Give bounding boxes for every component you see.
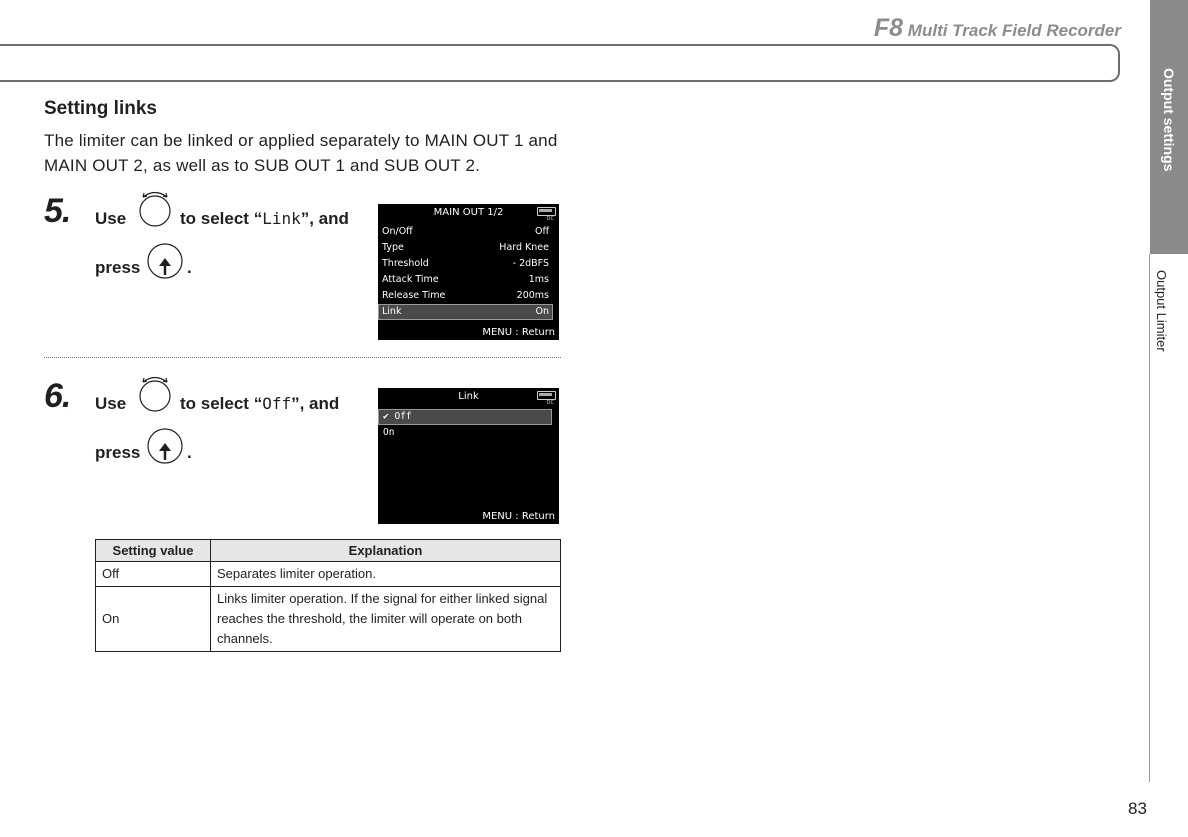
lcd-title: MAIN OUT 1/2 xyxy=(433,207,504,218)
side-tab-output-settings[interactable] xyxy=(1150,0,1188,254)
table-cell: Off xyxy=(96,562,211,587)
step-select-text xyxy=(180,209,349,229)
lcd-row-label: Release Time xyxy=(382,290,446,301)
step-select-text xyxy=(180,394,339,414)
table-cell: Separates limiter operation. xyxy=(211,562,561,587)
lcd-row-selected xyxy=(379,305,552,319)
lcd-row xyxy=(379,241,552,255)
step-press-label: press xyxy=(95,443,141,462)
lcd-footer: MENU : Return xyxy=(482,327,555,338)
lcd-screen-link xyxy=(378,388,559,524)
table-header-row xyxy=(96,540,561,562)
step-number: 6. xyxy=(44,377,71,415)
step-period: . xyxy=(187,258,192,277)
lcd-row-label: Threshold xyxy=(382,258,429,269)
dc-indicator: DC xyxy=(546,216,554,222)
select-value: Link xyxy=(262,209,301,228)
table-row xyxy=(96,562,561,587)
intro-paragraph: The limiter can be linked or applied separately to MAIN OUT 1 and MAIN OUT 2, as well as to SUB OUT 1 and SUB OUT 2. xyxy=(44,131,558,175)
lcd-footer: MENU : Return xyxy=(482,511,555,522)
side-tab-label: Output settings xyxy=(1161,68,1177,172)
battery-icon xyxy=(537,391,556,400)
lcd-row-value: Hard Knee xyxy=(499,242,549,253)
battery-icon xyxy=(537,207,556,216)
product-model: F8 xyxy=(873,14,904,42)
select-prefix: to select “ xyxy=(180,209,263,228)
step-divider xyxy=(44,357,561,358)
lcd-row-label: On/Off xyxy=(382,226,413,237)
lcd-list-item xyxy=(379,426,551,440)
lcd-row xyxy=(379,273,552,287)
side-tab-output-limiter[interactable]: Output Limiter xyxy=(1154,270,1169,352)
table-cell: On xyxy=(96,587,211,652)
lcd-row xyxy=(379,257,552,271)
dial-press-icon xyxy=(145,426,187,468)
lcd-row-value: Off xyxy=(534,226,549,237)
table-header-cell: Explanation xyxy=(211,540,561,562)
lcd-row-value: On xyxy=(535,306,549,317)
product-subtitle: Multi Track Field Recorder xyxy=(903,21,1121,40)
dial-press-icon xyxy=(145,241,187,283)
section-heading: Setting links xyxy=(44,98,157,119)
select-prefix: to select “ xyxy=(180,394,263,413)
settings-table xyxy=(95,539,561,652)
lcd-row xyxy=(379,225,552,239)
table-row xyxy=(96,587,561,652)
dial-icon xyxy=(135,188,175,228)
step-use-label: Use xyxy=(95,394,127,413)
header-brand xyxy=(760,14,1121,43)
page-number: 83 xyxy=(1128,799,1147,818)
lcd-row-label: Attack Time xyxy=(382,274,439,285)
lcd-title: Link xyxy=(458,391,479,402)
lcd-list-item-selected xyxy=(379,410,551,424)
dc-indicator: DC xyxy=(546,400,554,406)
step-period: . xyxy=(187,443,192,462)
step-use-label: Use xyxy=(95,209,127,228)
lcd-row-value: - 2dBFS xyxy=(512,258,549,269)
lcd-row xyxy=(379,289,552,303)
table-header-cell: Setting value xyxy=(96,540,211,562)
table-cell: Links limiter operation. If the signal for either linked signal reaches the threshold, the limiter will operate on both channels. xyxy=(211,587,561,652)
lcd-row-label: Link xyxy=(382,306,402,317)
select-value: Off xyxy=(262,394,292,413)
lcd-row-value: 1ms xyxy=(528,274,549,285)
select-suffix: ”, and xyxy=(300,209,349,228)
step-number: 5. xyxy=(44,192,71,230)
lcd-row-value: 200ms xyxy=(516,290,549,301)
select-suffix: ”, and xyxy=(291,394,340,413)
step-press-label: press xyxy=(95,258,141,277)
dial-icon xyxy=(135,373,175,413)
lcd-list-label: ✔ Off xyxy=(383,411,412,422)
lcd-row-label: Type xyxy=(382,242,404,253)
header-bar xyxy=(0,44,1120,82)
side-divider xyxy=(1149,254,1150,782)
lcd-screen-main-out xyxy=(378,204,559,340)
lcd-list-label: On xyxy=(383,427,395,438)
